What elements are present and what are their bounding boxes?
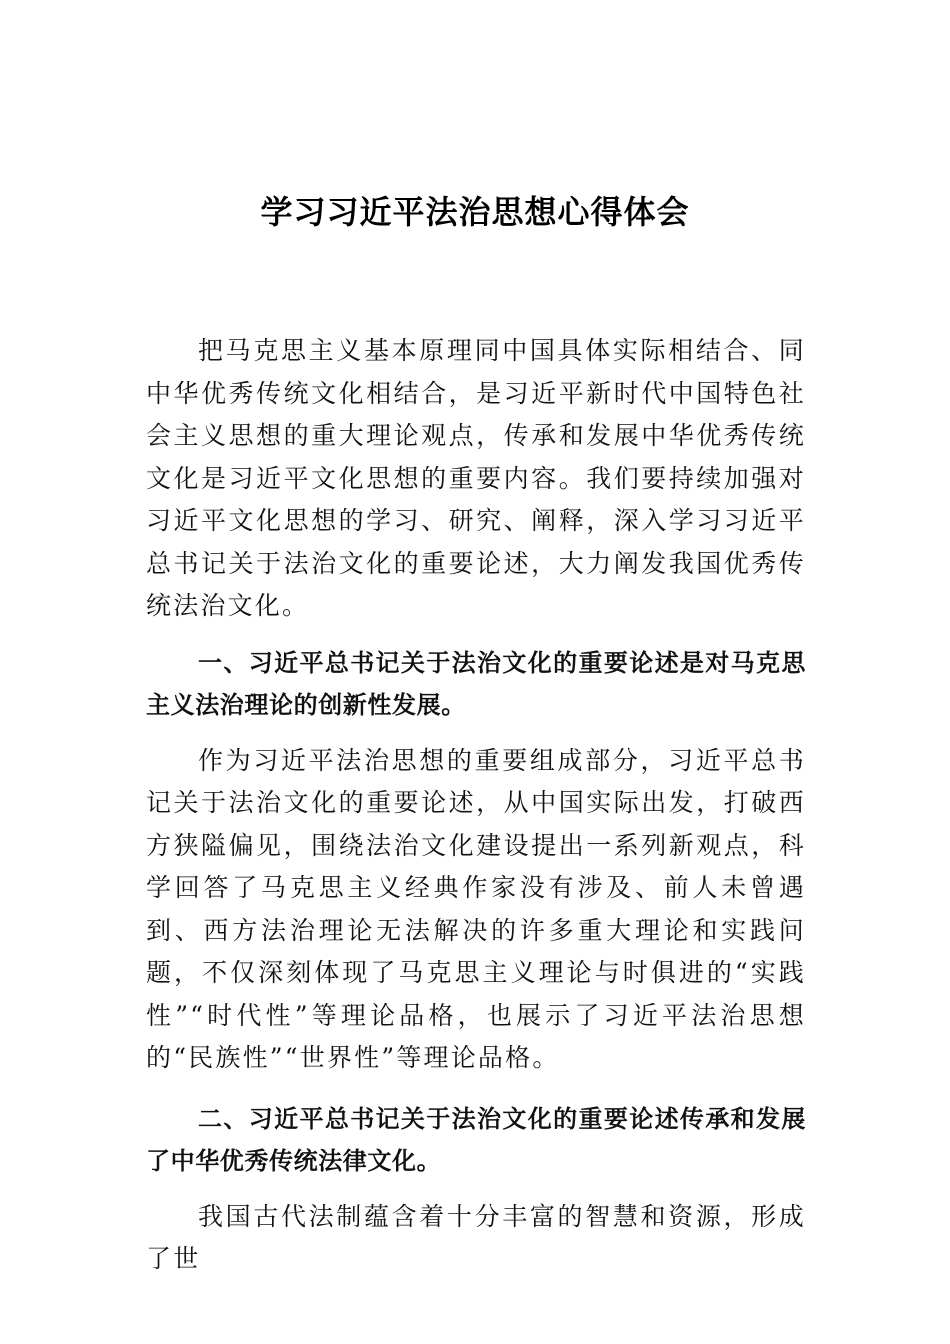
section-1-paragraph: 作为习近平法治思想的重要组成部分，习近平总书记关于法治文化的重要论述，从中国实际出发，打破西方狭隘偏见，围绕法治文化建设提出一系列新观点，科学回答了马克思主义经典作家没有涉及、前人未曾遇到、西方法治理论无法解决的许多重大理论和实践问题，不仅深刻体现了马克思主义理论与时俱进的“实践性”“时代性”等理论品格，也展示了习近平法治思想的“民族性”“世界性”等理论品格。 (146, 745, 806, 1072)
spacer (146, 1182, 806, 1196)
section-2-paragraph: 我国古代法制蕴含着十分丰富的智慧和资源，形成了世 (146, 1201, 806, 1273)
document-title: 学习习近平法治思想心得体会 (260, 193, 690, 231)
spacer (146, 726, 806, 740)
spacer (146, 1080, 806, 1098)
document-body (146, 330, 806, 1281)
section-2-heading: 二、习近平总书记关于法治文化的重要论述传承和发展了中华优秀传统法律文化。 (146, 1104, 806, 1175)
intro-paragraph: 把马克思主义基本原理同中国具体实际相结合、同中华优秀传统文化相结合，是习近平新时代中国特色社会主义思想的重大理论观点，传承和发展中华优秀传统文化是习近平文化思想的重要内容。我们要持续加强对习近平文化思想的学习、研究、阐释，深入学习习近平总书记关于法治文化的重要论述，大力阐发我国优秀传统法治文化。 (146, 336, 806, 620)
spacer (146, 628, 806, 642)
section-1-heading: 一、习近平总书记关于法治文化的重要论述是对马克思主义法治理论的创新性发展。 (146, 648, 806, 719)
